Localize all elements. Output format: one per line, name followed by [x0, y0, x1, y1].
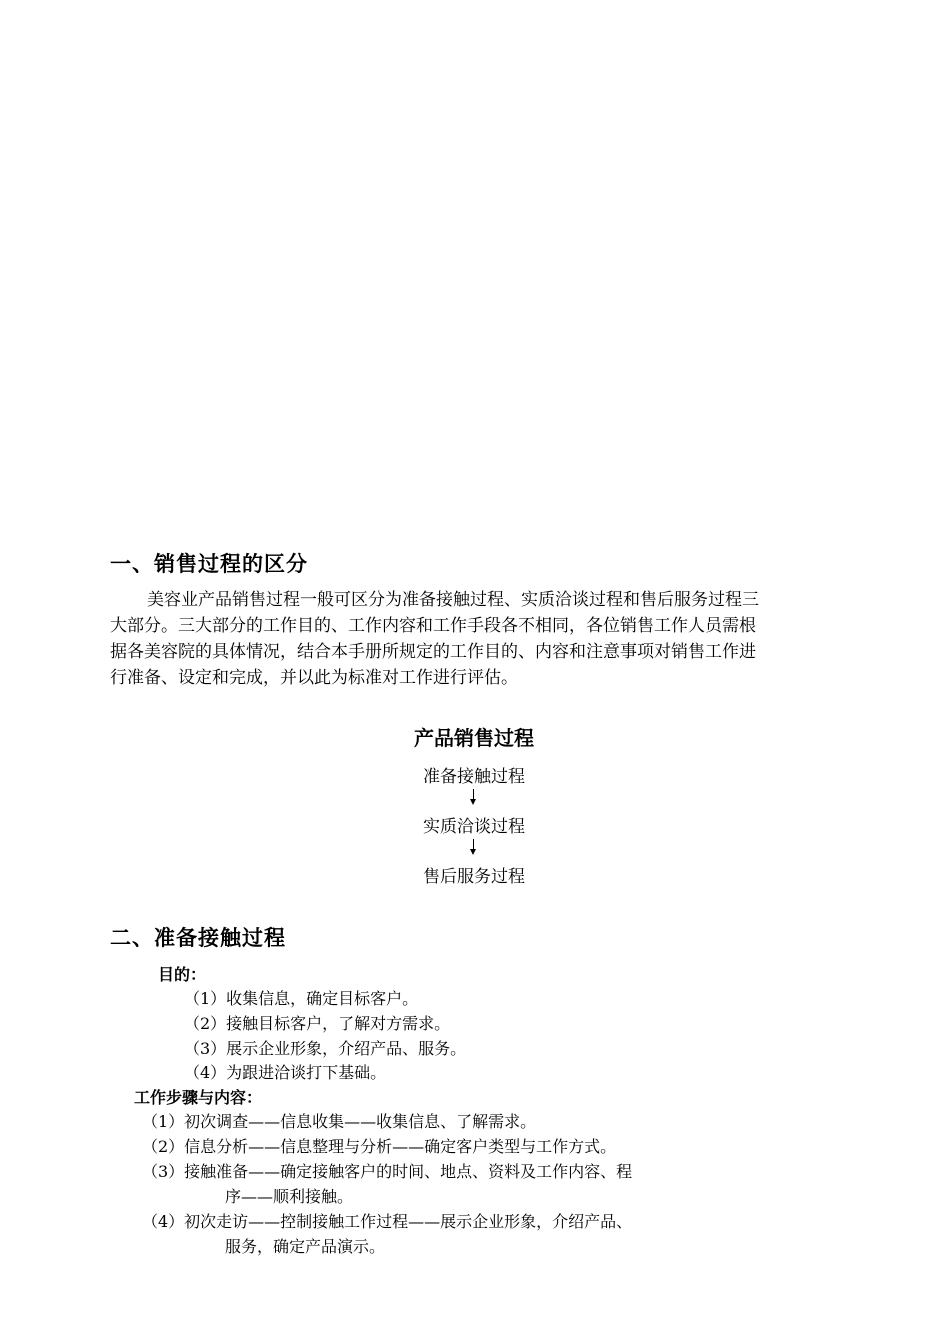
section-2-heading: 二、准备接触过程: [110, 926, 286, 950]
work-step-item-continuation: 序——顺利接触。: [225, 1187, 354, 1206]
work-steps-label: 工作步骤与内容：: [134, 1088, 263, 1107]
flowchart-step: 准备接触过程: [423, 767, 525, 787]
down-arrow-icon: [473, 789, 475, 805]
purpose-item: （2）接触目标客户，了解对方需求。: [184, 1014, 451, 1033]
paragraph-line: 据各美容院的具体情况，结合本手册所规定的工作目的、内容和注意事项对销售工作进: [110, 642, 756, 662]
down-arrow-icon: [473, 839, 475, 855]
flowchart-step: 实质洽谈过程: [423, 817, 525, 837]
sales-process-flowchart: [374, 722, 574, 892]
work-step-item: （2）信息分析——信息整理与分析——确定客户类型与工作方式。: [142, 1137, 617, 1156]
flowchart-step: 售后服务过程: [423, 867, 525, 887]
paragraph-line: 行准备、设定和完成，并以此为标准对工作进行评估。: [110, 668, 518, 688]
purpose-label: 目的：: [158, 965, 207, 984]
section-1-paragraph: [110, 587, 838, 691]
work-step-item: （1）初次调查——信息收集——收集信息、了解需求。: [142, 1112, 537, 1131]
flowchart-title: 产品销售过程: [414, 726, 534, 750]
purpose-item: （3）展示企业形象，介绍产品、服务。: [184, 1039, 467, 1058]
section-1-heading: 一、销售过程的区分: [110, 552, 308, 576]
purpose-item: （4）为跟进洽谈打下基础。: [184, 1063, 387, 1082]
work-step-item-continuation: 服务，确定产品演示。: [225, 1237, 386, 1256]
paragraph-line: 大部分。三大部分的工作目的、工作内容和工作手段各不相同，各位销售工作人员需根: [110, 616, 756, 636]
work-step-item: （3）接触准备——确定接触客户的时间、地点、资料及工作内容、程: [142, 1162, 633, 1181]
purpose-item: （1）收集信息，确定目标客户。: [184, 989, 419, 1008]
work-step-item: （4）初次走访——控制接触工作过程——展示企业形象，介绍产品、: [142, 1212, 633, 1231]
paragraph-line: 美容业产品销售过程一般可区分为准备接触过程、实质洽谈过程和售后服务过程三: [147, 590, 759, 610]
